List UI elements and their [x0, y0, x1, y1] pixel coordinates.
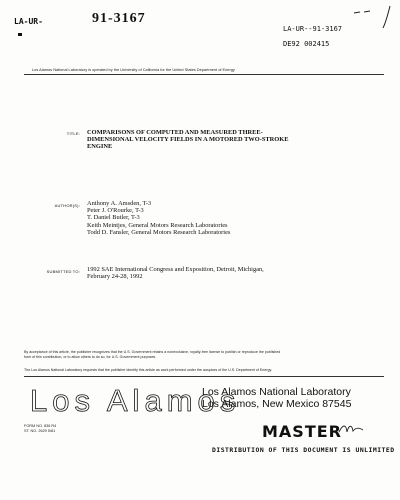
author-line: Anthony A. Amsden, T-3	[87, 200, 152, 207]
distribution-notice: DISTRIBUTION OF THIS DOCUMENT IS UNLIMITED	[212, 446, 395, 454]
punch-hole-mark	[18, 33, 24, 38]
doc-id: DE92 002415	[283, 40, 330, 48]
submitted-block	[87, 266, 377, 280]
signature-mark	[336, 420, 376, 438]
operator-notice: Los Alamos National Laboratory is operated by the University of California for the United States Department of Energy	[32, 67, 235, 72]
notice-rule	[24, 376, 384, 377]
authors-block	[87, 200, 367, 236]
author-line: T. Daniel Butler, T-3	[87, 214, 140, 222]
report-number-handwritten: 91-3167	[92, 11, 146, 26]
header-rule	[24, 74, 384, 75]
title-line: ENGINE	[87, 143, 113, 151]
lab-location: Los Alamos, New Mexico 87545	[202, 398, 352, 410]
authors-label: AUTHOR(S):	[54, 203, 80, 208]
title-label: TITLE:	[66, 131, 80, 136]
doe-request-notice: The Los Alamos National Laboratory requests that the publisher identify this article as work performed under the auspices of the U.S. Department of Energy.	[24, 368, 273, 372]
author-line: Peter J. O'Rourke, T-3	[87, 207, 144, 215]
acceptance-line: By acceptance of this article, the publisher recognizes that the U.S. Government retains a nonexclusive, royalty-free license to publish or reproduce the published	[24, 350, 281, 354]
st-no: ST. NO. 2629 5/81	[24, 429, 56, 433]
lab-identity	[202, 386, 397, 410]
handwritten-mark-top-right	[352, 4, 396, 30]
master-stamp: MASTER	[262, 422, 342, 441]
submitted-label: SUBMITTED TO:	[46, 269, 80, 274]
report-prefix: LA-UR-	[14, 17, 43, 26]
submitted-line: February 24-28, 1992	[87, 273, 143, 281]
form-numbers	[24, 424, 56, 434]
submitted-line: 1992 SAE International Congress and Exposition, Detroit, Michigan,	[87, 266, 264, 273]
title-block	[87, 129, 367, 151]
los-alamos-logo: Los Alamos	[30, 383, 241, 418]
lab-name: Los Alamos National Laboratory	[202, 386, 351, 398]
acceptance-notice	[24, 350, 384, 360]
title-line: COMPARISONS OF COMPUTED AND MEASURED THREE-	[87, 129, 263, 136]
form-no: FORM NO. 836 R4	[24, 424, 57, 428]
author-line: Todd D. Fansler, General Motors Research Laboratories	[87, 228, 231, 236]
title-line: DIMENSIONAL VELOCITY FIELDS IN A MOTORED TWO-STROKE	[87, 136, 289, 144]
report-number-typed: LA-UR--91-3167	[283, 25, 343, 33]
author-line: Keith Meintjes, General Motors Research Laboratories	[87, 221, 228, 229]
acceptance-line: form of this contribution, or to allow others to do so, for U.S. Government purposes.	[24, 355, 157, 359]
